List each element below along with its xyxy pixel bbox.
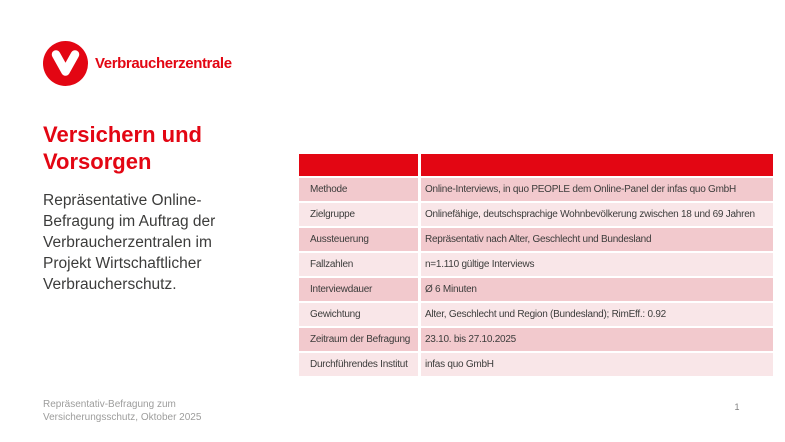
footer-line-1: Repräsentativ-Befragung zum [43, 399, 176, 410]
table-cell-value: 23.10. bis 27.10.2025 [421, 328, 773, 351]
table-cell-value: Alter, Geschlecht und Region (Bundesland); RimEff.: 0.92 [421, 303, 773, 326]
table-cell-label: Gewichtung [299, 303, 418, 326]
table-body [299, 178, 773, 376]
verbraucherzentrale-v-icon [43, 41, 88, 86]
table-cell-value: infas quo GmbH [421, 353, 773, 376]
table-row [299, 228, 773, 251]
table-cell-label: Zeitraum der Befragung [299, 328, 418, 351]
table-cell-value: Online-Interviews, in quo PEOPLE dem Online-Panel der infas quo GmbH [421, 178, 773, 201]
table-header-value-cell [421, 154, 773, 176]
methodology-table [299, 154, 773, 378]
table-header-label-cell [299, 154, 418, 176]
table-row [299, 303, 773, 326]
table-row [299, 353, 773, 376]
table-row [299, 278, 773, 301]
subtitle: Repräsentative Online-Befragung im Auftrag der Verbraucherzentralen im Projekt Wirtschaftlicher Verbraucherschutz. [43, 192, 216, 293]
table-cell-label: Interviewdauer [299, 278, 418, 301]
footer-line-2: Versicherungsschutz, Oktober 2025 [43, 412, 202, 423]
page-number: 1 [734, 402, 740, 412]
table-cell-label: Fallzahlen [299, 253, 418, 276]
table-row [299, 253, 773, 276]
table-row [299, 178, 773, 201]
brand-logo [43, 41, 232, 86]
table-row [299, 328, 773, 351]
table-header-row [299, 154, 773, 176]
table-cell-label: Methode [299, 178, 418, 201]
table-cell-value: n=1.110 gültige Interviews [421, 253, 773, 276]
table-cell-value: Ø 6 Minuten [421, 278, 773, 301]
table-cell-label: Durchführendes Institut [299, 353, 418, 376]
brand-wordmark: Verbraucherzentrale [95, 55, 232, 72]
footer-note [43, 398, 201, 424]
table-cell-label: Aussteuerung [299, 228, 418, 251]
table-cell-value: Onlinefähige, deutschsprachige Wohnbevölkerung zwischen 18 und 69 Jahren [421, 203, 773, 226]
table-cell-label: Zielgruppe [299, 203, 418, 226]
table-row [299, 203, 773, 226]
table-cell-value: Repräsentativ nach Alter, Geschlecht und Bundesland [421, 228, 773, 251]
page-title: Versichern und Vorsorgen [43, 122, 202, 174]
